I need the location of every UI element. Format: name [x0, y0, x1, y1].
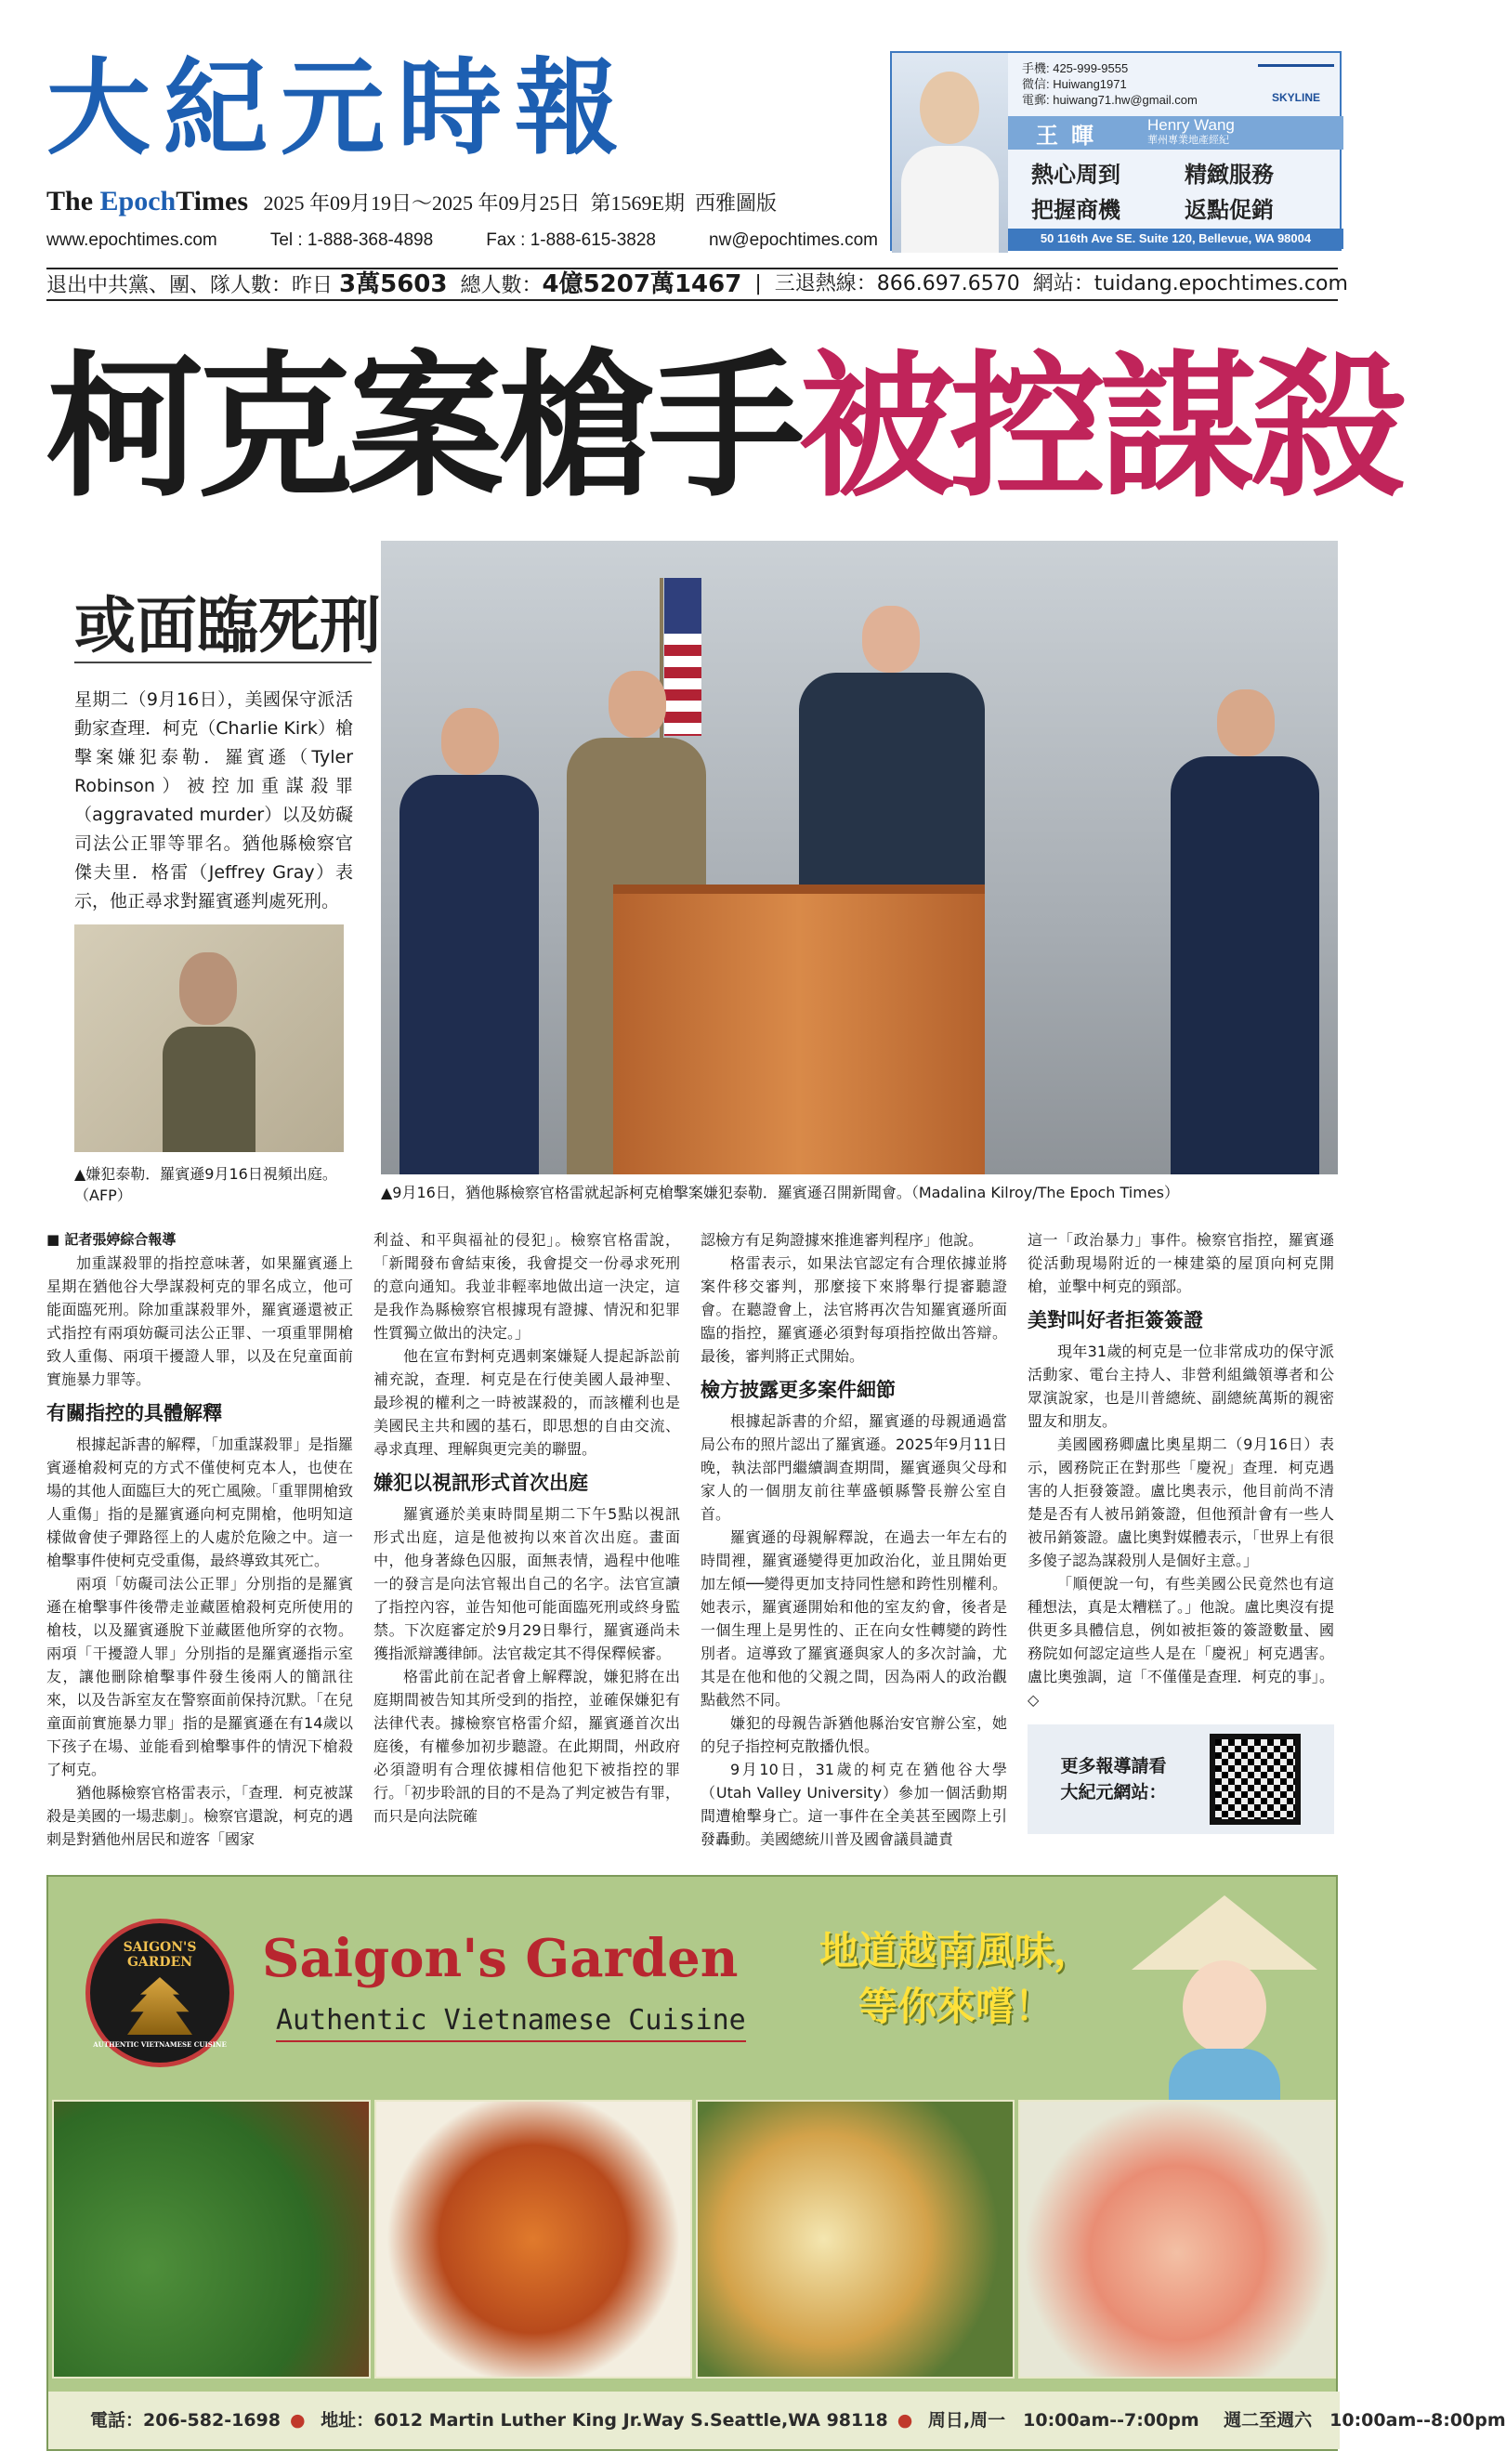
food-photo-rice-plate [696, 2100, 1015, 2379]
headline-black: 柯克案槍手 [46, 336, 799, 518]
food-photo-spring-rolls [1018, 2100, 1337, 2379]
press-conference-caption: ▲9月16日，猶他縣檢察官格雷就起訴柯克槍擊案嫌犯泰勒．羅賓遜召開新聞會。（Madalina Kilroy/The Epoch Times） [381, 1184, 1180, 1201]
tel: Tel : 1-888-368-4898 [269, 230, 434, 250]
realtor-name-en: Henry Wang 華州專業地產經紀 [1147, 116, 1235, 146]
food-photo-stir-fry [374, 2100, 693, 2379]
realtor-contact [1022, 60, 1198, 108]
realtor-slogans: 熱心周到 精緻服務把握商機 返點促銷 [1031, 162, 1274, 223]
restaurant-hours-1: 周日,周一 10:00am--7:00pm [927, 2410, 1199, 2431]
section-heading: 檢方披露更多案件細節 [701, 1379, 896, 1401]
restaurant-logo: SAIGON'S GARDEN AUTHENTIC VIETNAMESE CUISINE [85, 1919, 234, 2067]
realtor-email: 電郵: huiwang71.hw@gmail.com [1022, 93, 1198, 107]
realtor-photo [892, 53, 1008, 253]
realtor-name-bar [1008, 116, 1343, 150]
masthead-title: 大紀元時報 [46, 48, 632, 169]
more-reports-box[interactable] [1028, 1724, 1334, 1834]
subheadline-rule [74, 662, 372, 663]
qr-code-icon[interactable] [1210, 1734, 1301, 1825]
more-reports-text: 更多報導請看 大紀元網站： [1060, 1756, 1167, 1802]
tuidang-yesterday: 3萬5603 [339, 270, 448, 298]
article-column-2: 利益、和平與福祉的侵犯」。檢察官格雷說，「新聞發布會結束後，我會提交一份尋求死刑的意向通知。我並非輕率地做出這一決定，這是我作為縣檢察官根據現有證據、情況和犯罪性質獨立做出的決定。」 他在宣布對柯克遇刺案嫌疑人提起訴訟前補充說，查理．柯克是在行使美國人最神聖、最珍視的權利之一時被謀殺的，而該權利也是美國民主共和國的基石，即思想的自由交流、尋求真理、理解與更完美的聯盟。 嫌犯以視訊形式首次出庭 羅賓遜於美東時間星期二下午5點以視訊形式出庭，這是他被拘以來首次出庭。畫面中，他身著綠色囚服，面無表情，過程中他唯一的發言是向法官報出自己的名字。法官宣讀了指控內容，並告知他可能面臨死刑或終身監禁。下次庭審定於9月29日舉行，羅賓遜尚未獲指派辯護律師。法官裁定其不得保釋候審。 格雷此前在記者會上解釋說，嫌犯將在出庭期間被告知其所受到的指控，並確保嫌犯有法律代表。據檢察官格雷介紹，羅賓遜首次出庭後，有權參加初步聽證。在此期間，州政府必須證明有合理依據相信他犯下被指控的罪行。「初步聆訊的目的不是為了判定被告有罪，而只是向法院確 [373, 1231, 680, 1825]
food-photo-grilled-meat [52, 2100, 371, 2379]
headline-red: 被控謀殺 [799, 336, 1401, 518]
restaurant-name: Saigon's Garden [262, 1928, 739, 1989]
pagoda-icon [127, 1977, 192, 2035]
restaurant-contact-bar: 電話：206-582-1698 ● 地址：6012 Martin Luther King Jr.Way S.Seattle,WA 98118 ● 周日,周一 10:00am--7:00pm 週二至週六 10:00am--8:00pm [48, 2392, 1340, 2449]
skyline-logo: SKYLINE [1258, 64, 1334, 105]
realtor-phone: 手機: 425-999-9555 [1022, 61, 1129, 75]
article-body [46, 1228, 1338, 1869]
section-heading: 嫌犯以視訊形式首次出庭 [373, 1472, 588, 1494]
restaurant-hours-2: 週二至週六 10:00am--8:00pm [1224, 2410, 1506, 2431]
website-link[interactable]: www.epochtimes.com [46, 230, 217, 250]
restaurant-address: 地址：6012 Martin Luther King Jr.Way S.Seattle,WA 98118 [321, 2410, 888, 2431]
restaurant-slogan: 地道越南風味， 等你來嚐！ [819, 1928, 1093, 2029]
headline [46, 311, 1401, 544]
suspect-photo-caption: ▲嫌犯泰勒．羅賓遜9月16日視頻出庭。（AFP） [74, 1165, 337, 1204]
lead-paragraph: 星期二（9月16日），美國保守派活動家查理．柯克（Charlie Kirk）槍擊案嫌犯泰勒．羅賓遜（Tyler Robinson）被控加重謀殺罪（aggravated murder）以及妨礙司法公正罪等罪名。猶他縣檢察官傑夫里．格雷（Jeffrey Gray）表示，他正尋求對羅賓遜判處死刑。 [74, 689, 353, 911]
issue-number: 第1569E期 [590, 191, 685, 215]
restaurant-ad[interactable] [46, 1875, 1506, 2451]
suspect-photo [74, 924, 344, 1152]
article-column-4: 這一「政治暴力」事件。檢察官指控，羅賓遜從活動現場附近的一棟建築的屋頂向柯克開槍，並擊中柯克的頸部。 美對叫好者拒簽簽證 現年31歲的柯克是一位非常成功的保守派活動家、電台主持人、非營利組織領導者和公眾演說家，也是川普總統、副總統萬斯的親密盟友和朋友。 美國國務卿盧比奧星期二（9月16日）表示，國務院正在對那些「慶祝」查理．柯克遇害的人拒發簽證。盧比奧表示，他目前尚不清楚是否有人被吊銷簽證，但他預計會有一些人被吊銷簽證。盧比奧對媒體表示，「世界上有很多傻子認為謀殺別人是個好主意。」 「順便說一句，有些美國公民竟然也有這種想法，真是太糟糕了。」他說。盧比奧沒有提供更多具體信息，例如被拒簽的簽證數量、國務院如何認定這些人是在「慶祝」柯克遇害。盧比奧強調，這「不僅僅是查理．柯克的事」。◇ 更多報導請看 大紀元網站： [1028, 1228, 1334, 1869]
masthead [46, 48, 878, 250]
restaurant-phone: 電話：206-582-1698 [90, 2410, 281, 2431]
vietnamese-girl-illustration [1132, 1886, 1317, 2109]
article-column-1: ■ 記者張婷綜合報導 加重謀殺罪的指控意味著，如果羅賓遜上星期在猶他谷大學謀殺柯克的罪名成立，他可能面臨死刑。除加重謀殺罪外，羅賓遜還被正式指控有兩項妨礙司法公正罪、一項重罪開槍致人重傷、兩項干擾證人罪，以及在兒童面前實施暴力罪等。 有關指控的具體解釋 根據起訴書的解釋，「加重謀殺罪」是指羅賓遜槍殺柯克的方式不僅使柯克本人，也使在場的其他人面臨巨大的死亡風險。「重罪開槍致人重傷」指的是羅賓遜向柯克開槍，他明知這樣做會使子彈路徑上的人處於危險之中。這一槍擊事件使柯克受重傷，最終導致其死亡。 兩項「妨礙司法公正罪」分別指的是羅賓遜在槍擊事件後帶走並藏匿槍殺柯克所使用的槍枝，以及羅賓遜脫下並藏匿他所穿的衣物。兩項「干擾證人罪」分別指的是羅賓遜指示室友，讓他刪除槍擊事件發生後兩人的簡訊往來，以及告訴室友在警察面前保持沉默。「在兒童面前實施暴力罪」指的是羅賓遜在有14歲以下孩子在場、並能看到槍擊事件的情況下槍殺了柯克。 猶他縣檢察官格雷表示，「查理．柯克被謀殺是美國的一場悲劇」。檢察官還說，柯克的遇刺是對猶他州居民和遊客「國家 [46, 1228, 353, 1869]
restaurant-tagline: Authentic Vietnamese Cuisine [276, 2004, 746, 2042]
masthead-contact [46, 230, 878, 251]
realtor-name-zh: 王暉 [1036, 122, 1107, 149]
subheadline: 或面臨死刑 [74, 590, 381, 662]
byline: ■ 記者張婷綜合報導 [46, 1231, 177, 1248]
tuidang-bar: 退出中共黨、團、隊人數：昨日 3萬5603 總人數：4億5207萬1467 | 三退熱線：866.697.6570 網站：tuidang.epochtimes.com [46, 268, 1338, 301]
press-conference-photo [381, 541, 1338, 1174]
tuidang-site[interactable]: 網站：tuidang.epochtimes.com [1032, 272, 1348, 295]
article-column-3: 認檢方有足夠證據來推進審判程序」他說。 格雷表示，如果法官認定有合理依據並將案件移交審判，那麼接下來將舉行提審聽證會。在聽證會上，法官將再次告知羅賓遜所面臨的指控，羅賓遜必須對每項指控做出答辯。最後，審判將正式開始。 檢方披露更多案件細節 根據起訴書的介紹，羅賓遜的母親通過當局公布的照片認出了羅賓遜。2025年9月11日晚，執法部門繼續調查期間，羅賓遜與父母和家人的一個朋友前往華盛頓縣警長辦公室自首。 羅賓遜的母親解釋說，在過去一年左右的時間裡，羅賓遜變得更加政治化，並且開始更加左傾──變得更加支持同性戀和跨性別權利。她表示，羅賓遜開始和他的室友約會，後者是一個生理上是男性的、正在向女性轉變的跨性別者。這導致了羅賓遜與家人的多次討論，尤其是在他和他的父親之間，因為兩人的政治觀點截然不同。 嫌犯的母親告訴猶他縣治安官辦公室，她的兒子指控柯克散播仇恨。 9月10日，31歲的柯克在猶他谷大學（Utah Valley University）參加一個活動期間遭槍擊身亡。這一事件在全美甚至國際上引發轟動。美國總統川普及國會議員譴責 [701, 1231, 1007, 1848]
realtor-wechat: 微信: Huiwang1971 [1022, 77, 1127, 91]
masthead-info [46, 186, 777, 217]
section-heading: 有關指控的具體解釋 [46, 1402, 222, 1424]
realtor-address: 50 116th Ave SE. Suite 120, Bellevue, WA 98004 [1008, 229, 1343, 249]
email-link[interactable]: nw@epochtimes.com [709, 230, 878, 250]
realtor-ad[interactable] [890, 51, 1342, 251]
tuidang-total: 4億5207萬1467 [542, 270, 742, 298]
tuidang-hotline: 三退熱線：866.697.6570 [774, 272, 1020, 295]
issue-dates: 2025 年09月19日～2025 年09月25日 [263, 191, 581, 215]
fax: Fax : 1-888-615-3828 [486, 230, 656, 250]
section-heading: 美對叫好者拒簽簽證 [1028, 1309, 1203, 1331]
food-photos [48, 2100, 1340, 2379]
epoch-times-logo: The EpochTimes [46, 186, 249, 216]
edition-region: 西雅圖版 [694, 191, 777, 215]
